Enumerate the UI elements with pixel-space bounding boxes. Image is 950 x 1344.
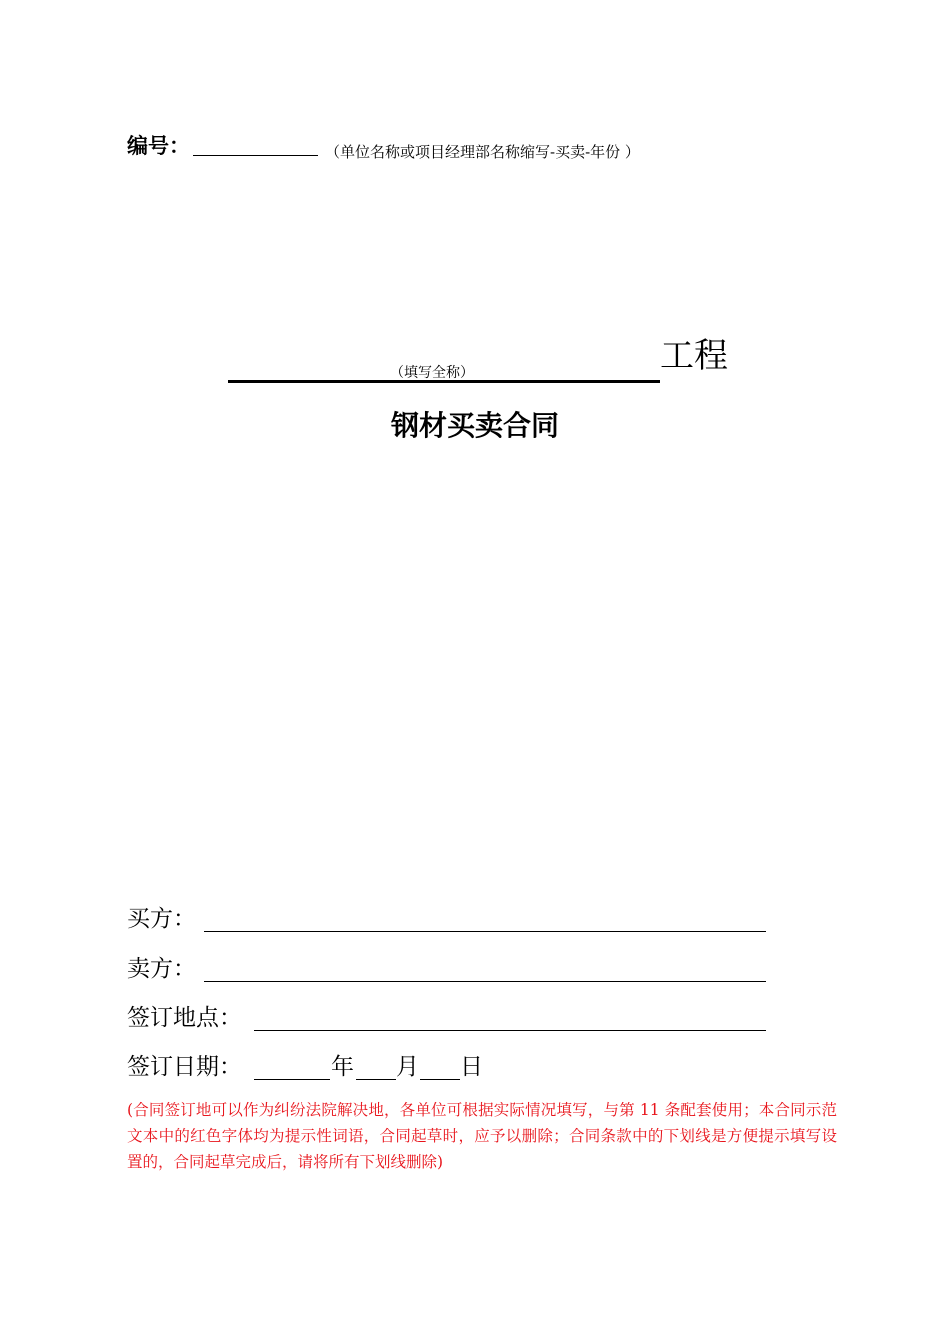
date-month-label: 月 <box>396 1054 419 1080</box>
contract-number-label: 编号： <box>127 134 190 158</box>
date-day-underline <box>420 1079 460 1080</box>
seller-underline <box>204 981 766 982</box>
project-name-underline <box>228 380 660 383</box>
contract-number-hint: （单位名称或项目经理部名称缩写-买卖-年份 ） <box>325 143 640 161</box>
signing-date-label: 签订日期： <box>127 1054 242 1080</box>
date-day-label: 日 <box>460 1054 483 1080</box>
signing-place-label: 签订地点： <box>127 1005 242 1031</box>
seller-label: 卖方： <box>127 956 196 982</box>
contract-number-underline <box>193 155 318 156</box>
date-year-underline <box>254 1079 330 1080</box>
buyer-label: 买方： <box>127 906 196 932</box>
signing-place-underline <box>254 1030 766 1031</box>
project-name-hint: （填写全称） <box>390 365 474 381</box>
date-year-label: 年 <box>331 1054 354 1080</box>
buyer-underline <box>204 931 766 932</box>
document-title: 钢材买卖合同 <box>390 409 559 442</box>
project-suffix: 工程 <box>660 336 728 376</box>
red-instruction-note: (合同签订地可以作为纠纷法院解决地，各单位可根据实际情况填写，与第 11 条配套使用；本合同示范文本中的红色字体均为提示性词语，合同起草时，应予以删除；合同条款中的下划线是方便提示填写设置的，合同起草完成后，请将所有下划线删除) <box>127 1101 837 1171</box>
date-month-underline <box>356 1079 396 1080</box>
